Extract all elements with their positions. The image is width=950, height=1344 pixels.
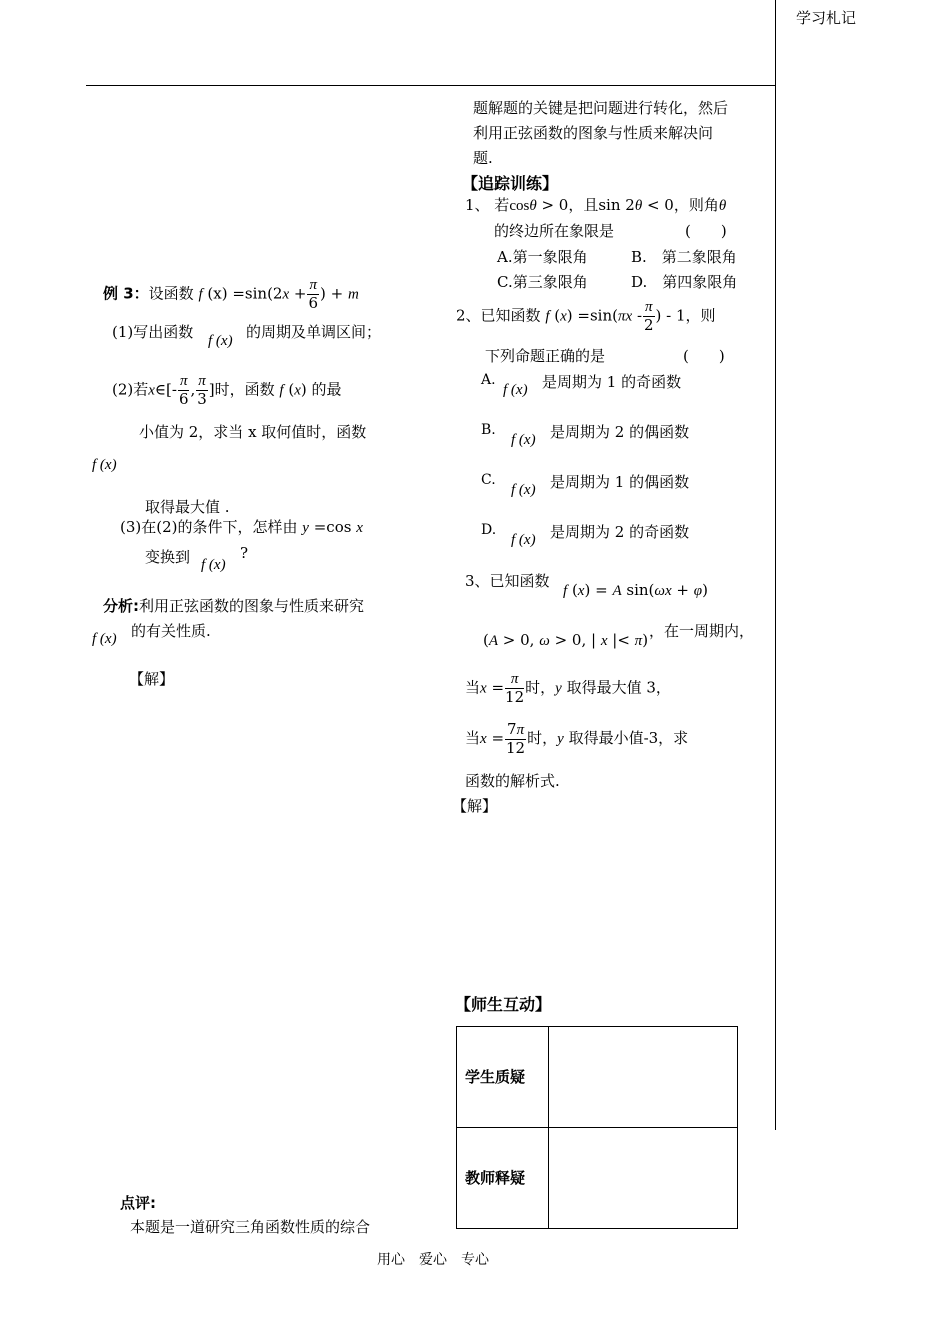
p2-option-a-func: f (x) <box>503 382 528 398</box>
interaction-title: 【师生互动】 <box>455 995 552 1014</box>
continuation-line-1: 题解题的关键是把问题进行转化，然后 <box>473 99 729 117</box>
teacher-answer-cell[interactable] <box>549 1128 738 1229</box>
q2-line2: 小值为 2，求当 x 取何值时，函数 <box>139 423 367 441</box>
question-2: (2)若x∈[- $\frac{\pi}{6}$ , $\frac{\pi}{3}$ ]时，函数 f (x) 的最 <box>112 373 342 408</box>
comment-text: 本题是一道研究三角函数性质的综合 <box>130 1218 371 1236</box>
question-1: (1)写出函数 <box>112 323 194 341</box>
p2-option-c-letter[interactable]: C. <box>481 472 496 488</box>
p3-last-line: 函数的解析式. <box>465 772 560 790</box>
p1-line2: 的终边所在象限是 <box>494 222 615 240</box>
margin-label: 学习札记 <box>796 9 857 27</box>
footer: 用心 爱心 专心 <box>377 1252 489 1268</box>
problem-2: 2、已知函数 f (x) =sin(πx - $\frac{\pi}{2}$ ) - 1，则 <box>456 299 716 334</box>
q3-func2: f (x) <box>201 557 226 573</box>
example3: 例 3：设函数 f (x) =sin(2x + $\frac{\pi}{6}$ ) + m <box>103 277 359 312</box>
q1-func: f (x) <box>208 333 233 349</box>
tracking-title: 【追踪训练】 <box>462 174 559 193</box>
p3-condition: (A > 0, ω > 0, | x |< π) <box>483 631 649 649</box>
example3-text: 设函数 <box>148 284 194 303</box>
p2-option-d-letter[interactable]: D. <box>481 522 497 538</box>
continuation-line-3: 题. <box>473 149 493 167</box>
p3-when-2: 当x = $\frac{7\pi}{12}$ 时，y 取得最小值-3，求 <box>465 720 689 757</box>
p3-formula: f (x) = A sin(ωx + φ) <box>563 581 708 599</box>
example3-label: 例 3： <box>103 284 149 303</box>
p1-option-d[interactable]: D. 第四象限角 <box>631 273 738 291</box>
left-solution: 【解】 <box>129 670 175 688</box>
analysis-rest: 的有关性质. <box>131 622 211 640</box>
student-question-label: 学生质疑 <box>457 1027 549 1128</box>
q3-qmark: ? <box>240 544 249 562</box>
analysis-label: 分析: <box>103 597 139 615</box>
p2-option-b-text: 是周期为 2 的偶函数 <box>550 423 690 441</box>
p2-option-d-text: 是周期为 2 的奇函数 <box>550 523 690 541</box>
p3-b: ，在一周期内， <box>649 622 755 640</box>
problem-1: 1、 若cosθ > 0，且sin 2θ < 0，则角θ <box>465 196 727 214</box>
comment-label: 点评: <box>120 1194 156 1212</box>
p3-when-1: 当x = $\frac{\pi}{12}$ 时，y 取得最大值 3， <box>465 671 671 706</box>
header-rule <box>86 85 776 86</box>
p2-paren: ( ) <box>683 347 725 365</box>
problem-3: 3、已知函数 <box>465 572 550 590</box>
p1-option-b[interactable]: B. 第二象限角 <box>631 248 737 266</box>
p2-option-d-func: f (x) <box>511 532 536 548</box>
right-solution: 【解】 <box>452 797 498 815</box>
q2-line3: 取得最大值 . <box>145 498 230 516</box>
analysis: 分析:利用正弦函数的图象与性质来研究 <box>103 597 365 615</box>
continuation-line-2: 利用正弦函数的图象与性质来解决问 <box>473 124 714 142</box>
q2-func2: f (x) <box>92 457 117 473</box>
p2-option-b-letter[interactable]: B. <box>481 422 496 438</box>
interaction-table <box>456 1026 738 1229</box>
p2-option-a-letter[interactable]: A. <box>481 372 496 388</box>
analysis-func: f (x) <box>92 631 117 647</box>
question-3: (3)在(2)的条件下，怎样由 y =cos x <box>120 518 363 536</box>
p2-option-b-func: f (x) <box>511 432 536 448</box>
q1-rest: 的周期及单调区间； <box>246 323 382 341</box>
student-question-cell[interactable] <box>549 1027 738 1128</box>
q3-line2: 变换到 <box>145 548 191 566</box>
p2-option-c-text: 是周期为 1 的偶函数 <box>550 473 690 491</box>
p2-line2: 下列命题正确的是 <box>485 347 606 365</box>
p1-option-c[interactable]: C.第三象限角 <box>497 273 588 291</box>
p1-option-a[interactable]: A.第一象限角 <box>497 248 588 266</box>
example3-formula: f <box>198 286 203 303</box>
p1-paren: ( ) <box>685 222 727 240</box>
teacher-answer-label: 教师释疑 <box>457 1128 549 1229</box>
p2-option-a-text: 是周期为 1 的奇函数 <box>542 373 682 391</box>
p2-option-c-func: f (x) <box>511 482 536 498</box>
margin-rule <box>775 0 776 1130</box>
